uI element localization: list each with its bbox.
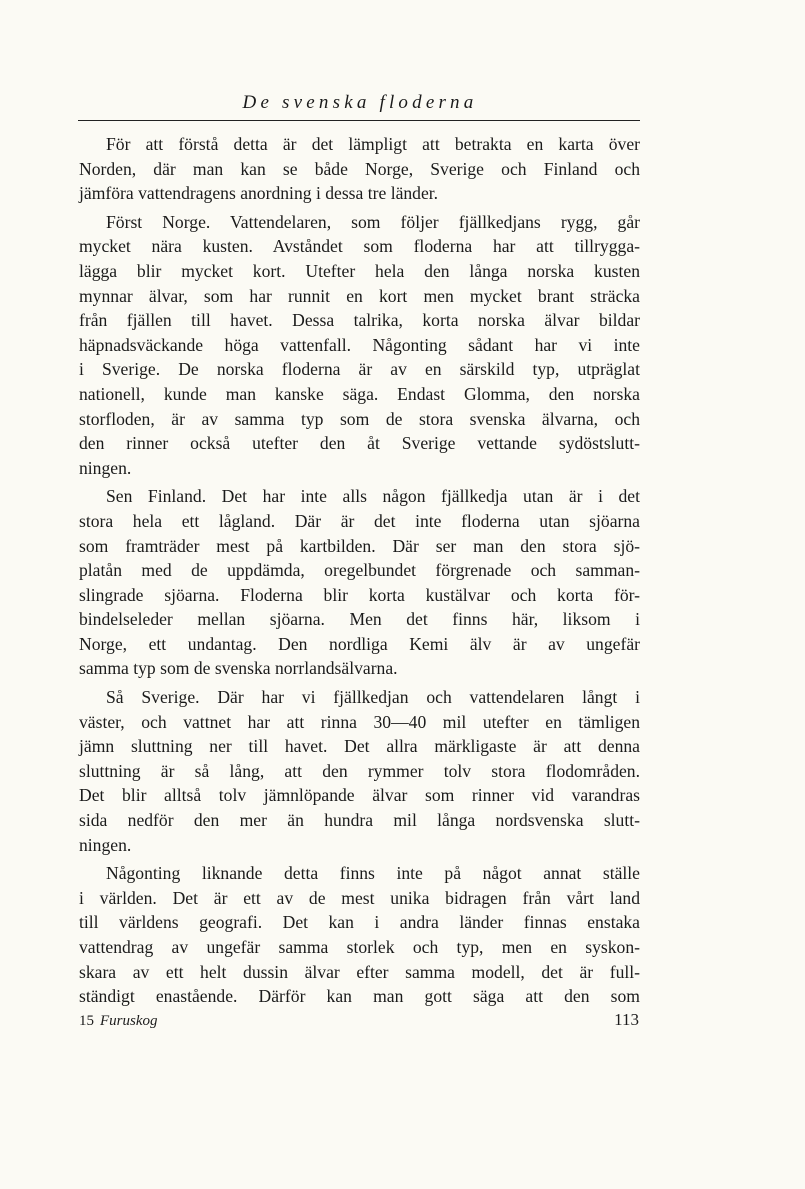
signature-number: 15 <box>79 1013 94 1029</box>
text-line: vattendrag av ungefär samma storlek och typ, men en syskon- <box>79 937 640 957</box>
text-line: väster, och vattnet har att rinna 30—40 mil utefter en tämligen <box>79 711 640 732</box>
text-line: i Sverige. De norska floderna är av en särskild typ, utpräglat <box>79 359 640 380</box>
text-line: sida nedför den mer än hundra mil långa nordsvenska slutt- <box>79 810 640 831</box>
text-line: sluttning är så lång, att den rymmer tolv stora flodområden. <box>79 760 640 781</box>
text-line: bindelseleder mellan sjöarna. Men det finns här, liksom i <box>79 609 640 630</box>
text-line: nationell, kunde man kanske säga. Endast Glomma, den norska <box>79 383 640 404</box>
paragraph <box>79 132 640 206</box>
text-line: slingrade sjöarna. Floderna blir korta kustälvar och korta för- <box>79 584 640 605</box>
page-number: 113 <box>614 1010 639 1029</box>
text-line: mycket nära kusten. Avståndet som floderna har att tillrygga- <box>79 236 640 257</box>
text-line: till världens geografi. Det kan i andra länder finnas enstaka <box>79 912 640 933</box>
text-line: ständigt enastående. Därför kan man gott säga att den som <box>79 986 640 1007</box>
text-line: skara av ett helt dussin älvar efter samma modell, det är full- <box>79 961 640 982</box>
text-line: ningen. <box>79 834 132 855</box>
text-line: Någonting liknande detta finns inte på något annat ställe <box>106 863 640 884</box>
text-line: För att förstå detta är det lämpligt att betrakta en karta över <box>106 134 640 154</box>
text-line: Norden, där man kan se både Norge, Sverige och Finland och <box>79 158 640 179</box>
text-line: Först Norge. Vattendelaren, som följer fjällkedjans rygg, går <box>106 211 640 232</box>
paragraph <box>79 484 640 681</box>
text-line: i världen. Det är ett av de mest unika bidragen från vårt land <box>79 887 640 908</box>
text-line: Det blir alltså tolv jämnlöpande älvar som rinner vid varandras <box>79 785 640 806</box>
printer-signature <box>79 1011 158 1031</box>
text-line: platån med de uppdämda, oregelbundet förgrenade och samman- <box>79 560 640 581</box>
text-line: mynnar älvar, som har runnit en kort men mycket brant sträcka <box>79 285 640 306</box>
signature-name: Furuskog <box>100 1013 158 1029</box>
text-line: ningen. <box>79 457 132 478</box>
text-line: jämföra vattendragens anordning i dessa tre länder. <box>79 183 439 204</box>
paragraph <box>79 685 640 857</box>
text-line: Sen Finland. Det har inte alls någon fjällkedja utan är i det <box>106 486 640 507</box>
text-line: storfloden, är av samma typ som de stora svenska älvarna, och <box>79 408 640 429</box>
text-line: jämn sluttning ner till havet. Det allra märkligaste är att denna <box>79 736 640 757</box>
paragraph <box>79 210 640 481</box>
text-line: som framträder mest på kartbilden. Där ser man den stora sjö- <box>79 535 640 556</box>
text-line: häpnadsväckande höga vattenfall. Någonting sådant har vi inte <box>79 334 640 355</box>
paragraph <box>79 861 640 1009</box>
text-line: från fjällen till havet. Dessa talrika, korta norska älvar bildar <box>79 310 640 331</box>
running-head: De svenska floderna <box>242 92 478 113</box>
text-line: den rinner också utefter den åt Sverige vettande sydöstslutt- <box>79 433 640 454</box>
header-rule <box>78 120 640 121</box>
text-line: Norge, ett undantag. Den nordliga Kemi älv är av ungefär <box>79 633 640 654</box>
text-line: stora hela ett lågland. Där är det inte floderna utan sjöarna <box>79 510 640 531</box>
text-line: lägga blir mycket kort. Utefter hela den långa norska kusten <box>79 260 640 281</box>
body-text <box>79 132 640 1013</box>
text-line: samma typ som de svenska norrlandsälvarna. <box>79 658 398 679</box>
text-line: Så Sverige. Där har vi fjällkedjan och vattendelaren långt i <box>106 687 640 708</box>
